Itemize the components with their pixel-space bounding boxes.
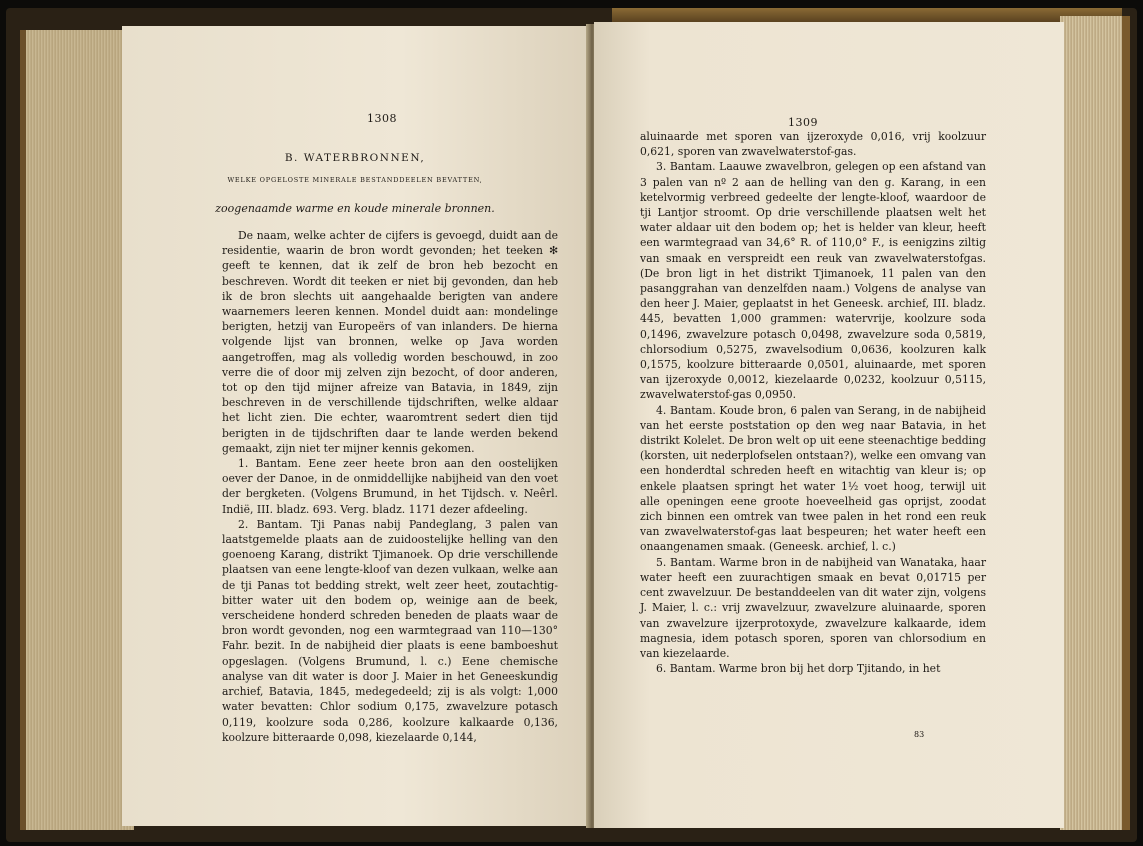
left-page-edges [20, 30, 134, 830]
paragraph: De naam, welke achter de cijfers is gevoegd, duidt aan de residentie, waarin de bron wordt gevonden; het teeken ✻ geeft te kennen, dat ik zelf de bron heb bezocht en beschreven. Wordt dit teeken er niet bij gevonden, dan heb ik de bron slechts uit aangehaalde berigten van andere waarnemers leeren kennen. Mondel duidt aan: mondelinge berigten, hetzij van Europeërs of van inlanders. De hierna volgende lijst van bronnen, welke op Java worden aangetroffen, mag als volledig worden beschouwd, in zoo verre die of door mij zelven zijn bezocht, of door anderen, tot op den tijd mijner afreize van Batavia, in 1849, zijn beschreven in de verschillende tijdschriften, welke aldaar het licht zien. Die echter, waaromtrent sedert dien tijd berigten in de tijdschriften daar te lande werden bekend gemaakt, zijn niet ter mijner kennis gekomen. [222, 229, 558, 455]
book-cover-top-edge [612, 8, 1122, 22]
printer-signature-mark: 83 [914, 730, 925, 739]
section-subtitle: zoogenaamde warme en koude minerale bronnen. [215, 202, 495, 215]
paragraph: aluinaarde met sporen van ijzeroxyde 0,016, vrij koolzuur 0,621, sporen van zwavelwaterstof-gas. [640, 130, 986, 159]
left-page [122, 26, 588, 826]
paragraph: 3. Bantam. Laauwe zwavelbron, gelegen op een afstand van 3 palen van nº 2 aan de helling van den g. Karang, in een ketelvormig verbreed gedeelte der lengte-kloof, waardoor de tji Lantjor stroomt. Op drie verschillende plaatsen welt het water aldaar uit den bodem op; het is helder van kleur, heeft een warmtegraad van 34,6° R. of 110,0° F., is eenigzins ziltig van smaak en verspreidt een reuk van zwavelwaterstofgas. (De bron ligt in het distrikt Tjimanoek, 11 palen van den pasanggrahan van denzelfden naam.) Volgens de analyse van den heer J. Maier, geplaatst in het Geneesk. archief, III. bladz. 445, bevatten 1,000 grammen: watervrije, koolzure soda 0,1496, zwavelzure potasch 0,0498, zwavelzure soda 0,5819, chlorsodium 0,5275, zwavelsodium 0,0636, koolzuren kalk 0,1575, koolzure bitteraarde 0,0501, aluinaarde, met sporen van ijzeroxyde 0,0012, kiezelaarde 0,0232, koolzuur 0,5115, zwavelwaterstof-gas 0,0950. [640, 160, 986, 402]
section-subheading: WELKE OPGELOSTE MINERALE BESTANDDEELEN BEVATTEN, [227, 176, 483, 184]
page-number: 1308 [367, 112, 397, 125]
right-page [594, 22, 1064, 828]
paragraph: 5. Bantam. Warme bron in de nabijheid van Wanataka, haar water heeft een zuurachtigen smaak en bevat 0,01715 per cent zwavelzuur. De bestanddeelen van dit water zijn, volgens J. Maier, l. c.: vrij zwavelzuur, zwavelzure aluinaarde, sporen van zwavelzure ijzerprotoxyde, zwavelzure kalkaarde, idem magnesia, idem potasch sporen, sporen van chlorsodium en van kiezelaarde. [640, 555, 986, 660]
left-page-body [222, 228, 558, 745]
paragraph: 1. Bantam. Eene zeer heete bron aan den oostelijken oever der Danoe, in de onmiddellijke nabijheid van den voet der bergketen. (Volgens Brumund, in het Tijdsch. v. Neêrl. Indië, III. bladz. 693. Verg. bladz. 1171 dezer afdeeling. [222, 457, 558, 516]
paragraph: 2. Bantam. Tji Panas nabij Pandeglang, 3 palen van laatstgemelde plaats aan de zuidoostelijke helling van den goenoeng Karang, distrikt Tjimanoek. Op drie verschillende plaatsen van eene lengte-kloof van dezen vulkaan, welke aan de tji Panas tot bedding strekt, welt zeer heet, zoutachtig-bitter water uit den bodem op, weinige aan de beek, verscheidene honderd schreden beneden de plaats waar de bron wordt gevonden, nog een warmtegraad van 110—130° Fahr. bezit. In de nabijheid dier plaats is eene bamboeshut opgeslagen. (Volgens Brumund, l. c.) Eene chemische analyse van dit water is door J. Maier in het Geneeskundig archief, Batavia, 1845, medegedeeld; zij is als volgt: 1,000 water bevatten: Chlor sodium 0,175, zwavelzure potasch 0,119, koolzure soda 0,286, koolzure kalkaarde 0,136, koolzure bitteraarde 0,098, kiezelaarde 0,144, [222, 517, 558, 744]
page-number: 1309 [788, 116, 818, 129]
paragraph: 4. Bantam. Koude bron, 6 palen van Serang, in de nabijheid van het eerste poststation op den weg naar Batavia, in het distrikt Kolelet. De bron welt op uit eene steenachtige bedding (korsten, uit nederplofselen ontstaan?), welke een omvang van een honderdtal schreden heeft en witachtig van kleur is; op enkele plaatsen springt het water 1½ voet hoog, terwijl uit alle openingen eene groote hoeveelheid gas oprijst, zoodat zich binnen een omtrek van twee palen in het rond een reuk van zwavelwaterstof-gas laat bespeuren; het water heeft een onaangenamen smaak. (Geneesk. archief, l. c.) [640, 403, 986, 554]
paragraph: 6. Bantam. Warme bron bij het dorp Tjitando, in het [656, 662, 941, 676]
right-page-edges [1060, 16, 1130, 830]
right-page-body [640, 129, 986, 676]
section-heading: B. WATERBRONNEN, [284, 152, 426, 164]
